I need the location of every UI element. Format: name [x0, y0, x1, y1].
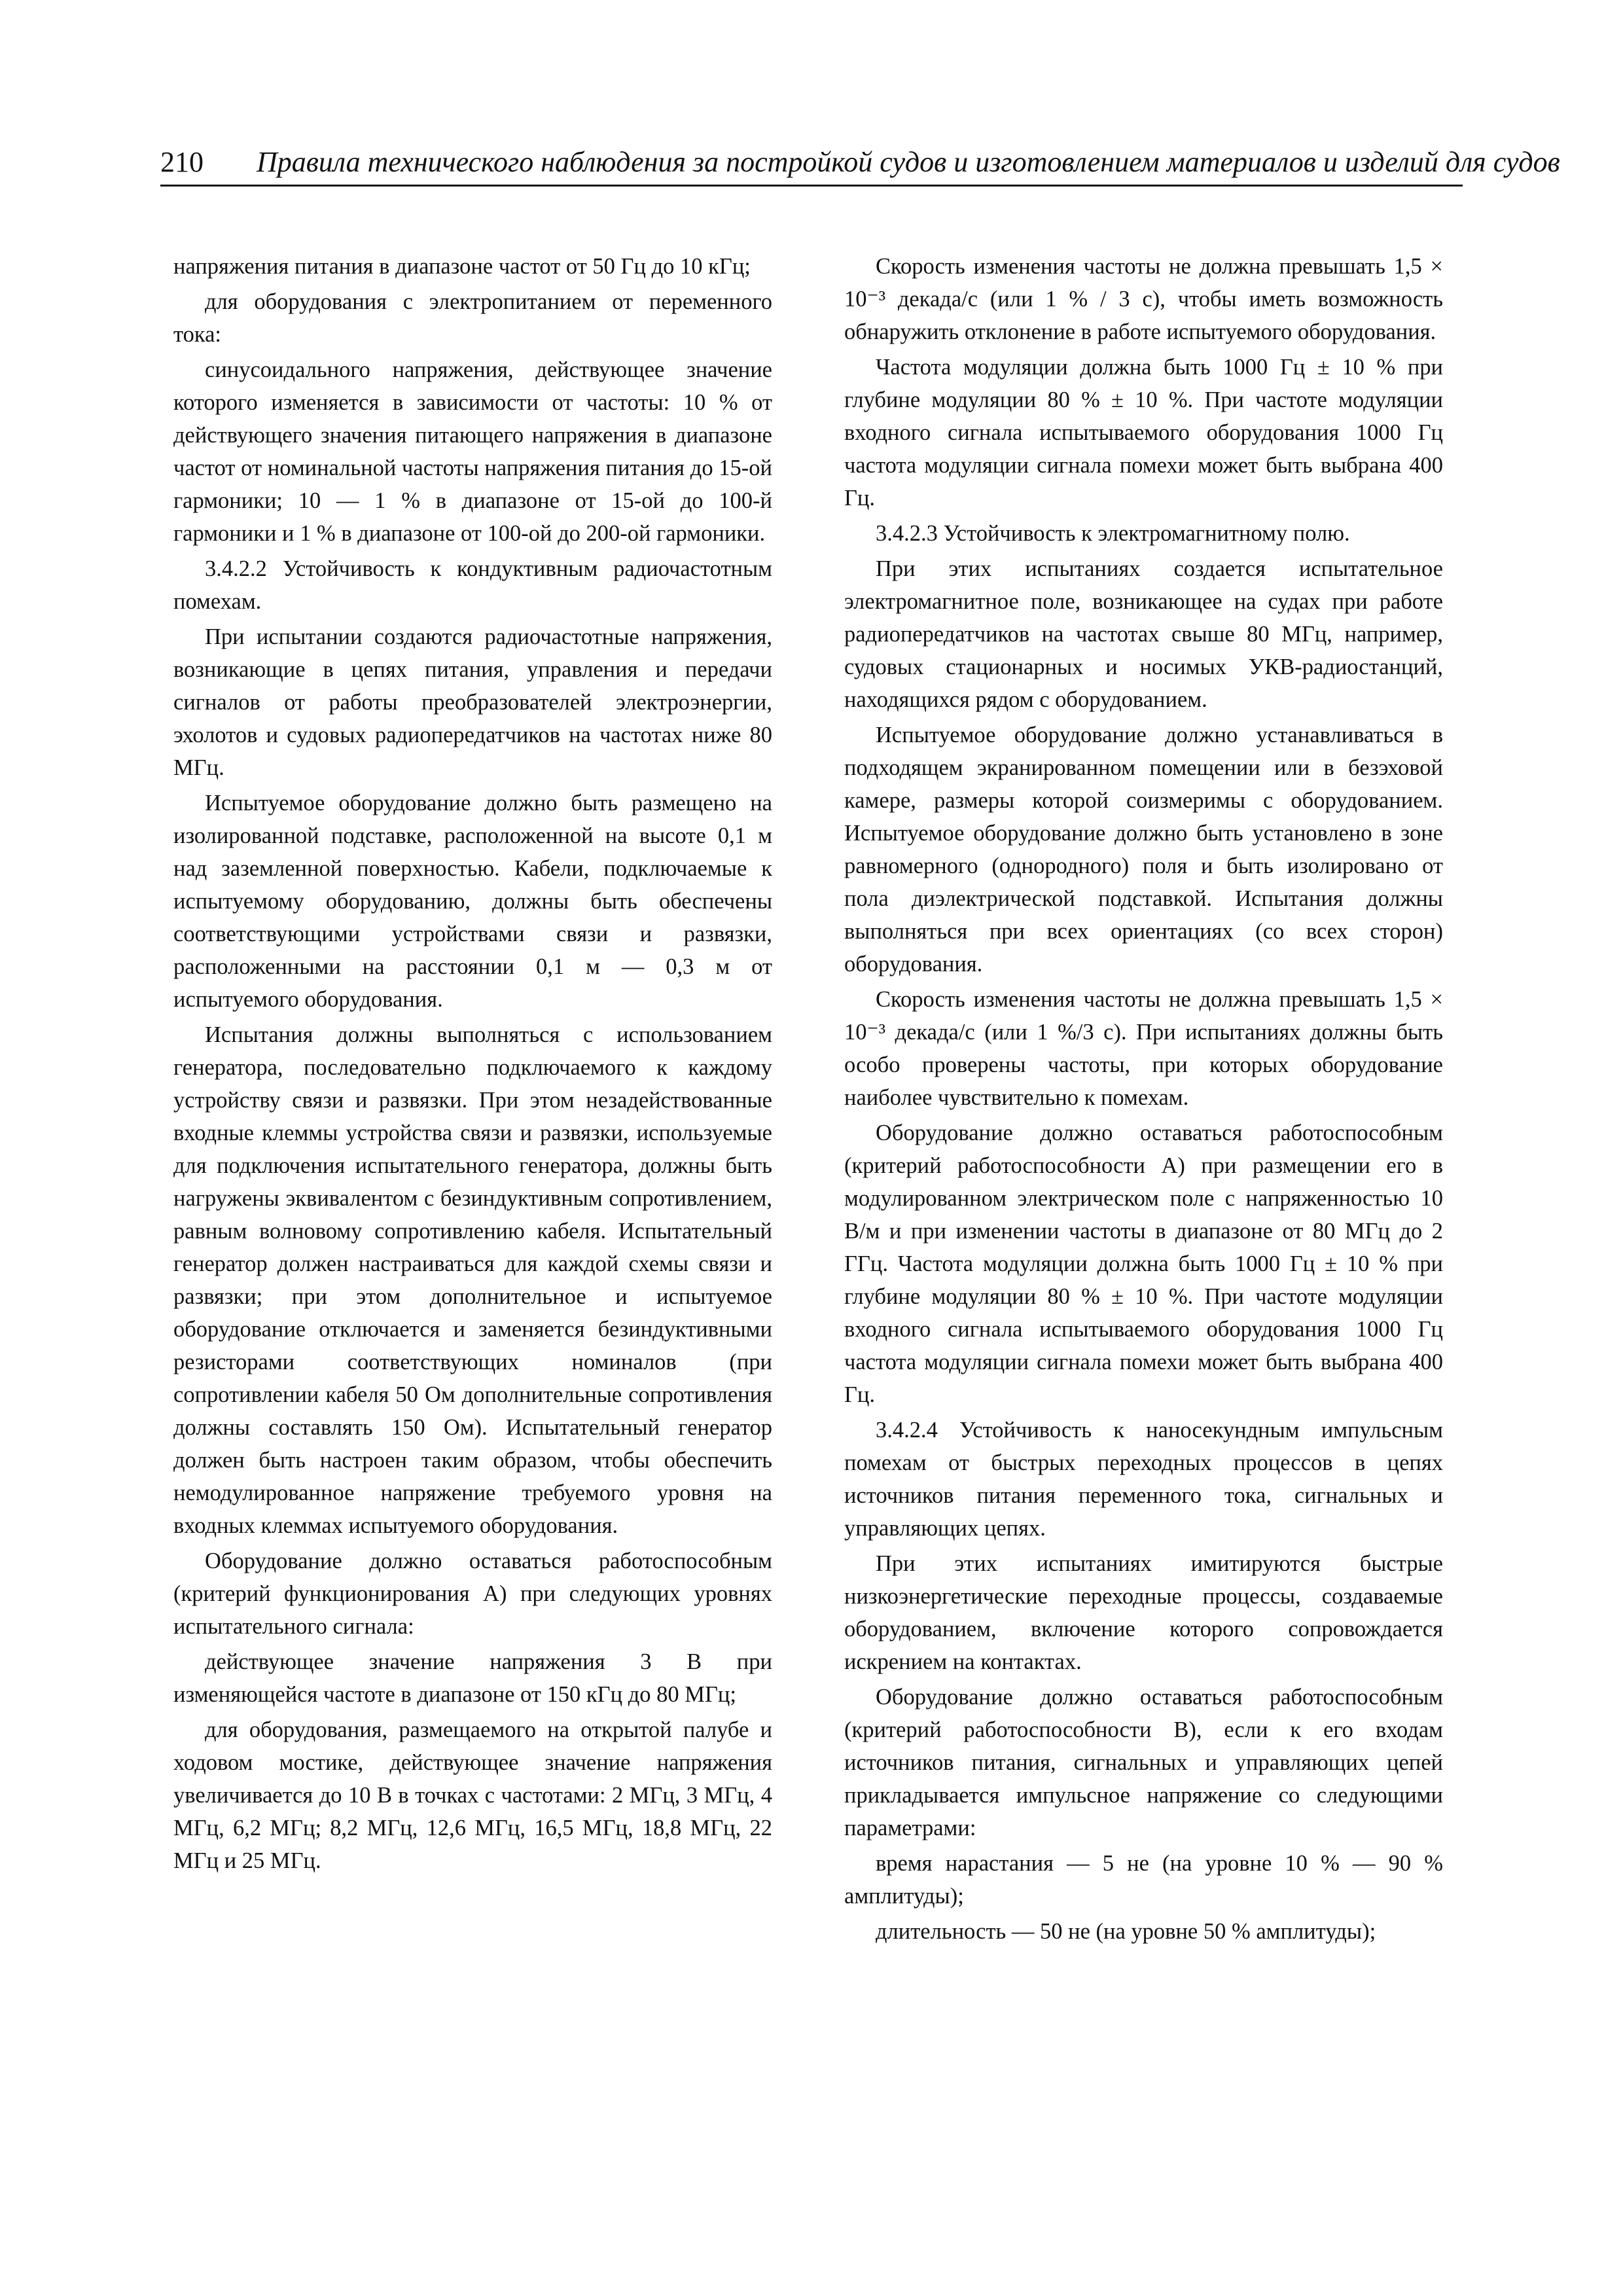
paragraph: для оборудования с электропитанием от переменного тока:	[173, 289, 772, 347]
paragraph: длительность — 50 не (на уровне 50 % амплитуды);	[876, 1919, 1376, 1944]
paragraph: Испытания должны выполняться с использованием генератора, последовательно подключаемого к каждому устройству связи и развязки. При этом незадействованные входные клеммы устройства связи и развязки, используемые для подключения испытательного генератора, должны быть нагружены эквивалентом с безиндуктивным сопротивлением, равным волновому сопротивлению кабеля. Испытательный генератор должен настраиваться для каждой схемы связи и развязки; при этом дополнительное и испытуемое оборудование отключается и заменяется безиндуктивными резисторами соответствующих номиналов (при сопротивлении кабеля 50 Ом дополнительные сопротивления должны составлять 150 Ом). Испытательный генератор должен быть настроен таким образом, чтобы обеспечить немодулированное напряжение требуемого уровня на входных клеммах испытуемого оборудования.	[173, 1022, 772, 1538]
paragraph: Скорость изменения частоты не должна превышать 1,5 × 10⁻³ декада/с (или 1 %/3 с). При испытаниях должны быть особо проверены частоты, при которых оборудование наиболее чувствительно к помехам.	[844, 987, 1443, 1110]
paragraph: синусоидального напряжения, действующее значение которого изменяется в зависимости от частоты: 10 % от действующего значения питающего напряжения в диапазоне частот от номинальной частоты напряжения питания до 15-ой гармоники; 10 — 1 % в диапазоне от 15-ой до 100-й гармоники и 1 % в диапазоне от 100-ой до 200-ой гармоники.	[173, 357, 772, 546]
paragraph: Скорость изменения частоты не должна превышать 1,5 × 10⁻³ декада/с (или 1 % / 3 с), чтобы иметь возможность обнаружить отклонение в работе испытуемого оборудования.	[844, 254, 1443, 344]
running-title: Правила технического наблюдения за постройкой судов и изготовлением материалов и изделий для судов	[257, 146, 1560, 178]
paragraph: 3.4.2.4 Устойчивость к наносекундным импульсным помехам от быстрых переходных процессов в цепях источников питания переменного тока, сигнальных и управляющих цепях.	[844, 1418, 1443, 1541]
paragraph: Частота модуляции должна быть 1000 Гц ± 10 % при глубине модуляции 80 % ± 10 %. При частоте модуляции входного сигнала испытываемого оборудования 1000 Гц частота модуляции сигнала помехи может быть выбрана 400 Гц.	[844, 355, 1443, 511]
header-rule	[160, 185, 1463, 187]
page-header	[160, 144, 1560, 181]
paragraph: При этих испытаниях имитируются быстрые низкоэнергетические переходные процессы, создаваемые оборудованием, включение которого сопровождается искрением на контактах.	[844, 1551, 1443, 1674]
paragraph: Оборудование должно оставаться работоспособным (критерий функционирования А) при следующих уровнях испытательного сигнала:	[173, 1549, 772, 1639]
paragraph: Испытуемое оборудование должно устанавливаться в подходящем экранированном помещении или в безэховой камере, размеры которой соизмеримы с оборудованием. Испытуемое оборудование должно быть установлено в зоне равномерного (однородного) поля и быть изолировано от пола диэлектрической подставкой. Испытания должны выполняться при всех ориентациях (со всех сторон) оборудования.	[844, 723, 1443, 977]
paragraph: 3.4.2.3 Устойчивость к электромагнитному полю.	[876, 521, 1350, 546]
left-column	[173, 250, 772, 1877]
paragraph: напряжения питания в диапазоне частот от 50 Гц до 10 кГц;	[173, 254, 751, 279]
paragraph: для оборудования, размещаемого на открытой палубе и ходовом мостике, действующее значение напряжения увеличивается до 10 В в точках с частотами: 2 МГц, 3 МГц, 4 МГц, 6,2 МГц; 8,2 МГц, 12,6 МГц, 16,5 МГц, 18,8 МГц, 22 МГц и 25 МГц.	[173, 1717, 772, 1873]
paragraph: Оборудование должно оставаться работоспособным (критерий работоспособности В), если к его входам источников питания, сигнальных и управляющих цепей прикладывается импульсное напряжение со следующими параметрами:	[844, 1685, 1443, 1840]
paragraph: Оборудование должно оставаться работоспособным (критерий работоспособности А) при размещении его в модулированном электрическом поле с напряженностью 10 В/м и при изменении частоты в диапазоне от 80 МГц до 2 ГГц. Частота модуляции должна быть 1000 Гц ± 10 % при глубине модуляции 80 % ± 10 %. При частоте модуляции входного сигнала испытываемого оборудования 1000 Гц частота модуляции сигнала помехи может быть выбрана 400 Гц.	[844, 1121, 1443, 1407]
paragraph: При этих испытаниях создается испытательное электромагнитное поле, возникающее на судах при работе радиопередатчиков на частотах свыше 80 МГц, например, судовых стационарных и носимых УКВ-радиостанций, находящихся рядом с оборудованием.	[844, 556, 1443, 712]
paragraph: время нарастания — 5 не (на уровне 10 % — 90 % амплитуды);	[844, 1851, 1443, 1909]
paragraph: При испытании создаются радиочастотные напряжения, возникающие в цепях питания, управления и передачи сигналов от работы преобразователей электроэнергии, эхолотов и судовых радиопередатчиков на частотах ниже 80 МГц.	[173, 624, 772, 780]
paragraph: Испытуемое оборудование должно быть размещено на изолированной подставке, расположенной на высоте 0,1 м над заземленной поверхностью. Кабели, подключаемые к испытуемому оборудованию, должны быть обеспечены соответствующими устройствами связи и развязки, расположенными на расстоянии 0,1 м — 0,3 м от испытуемого оборудования.	[173, 791, 772, 1012]
paragraph: 3.4.2.2 Устойчивость к кондуктивным радиочастотным помехам.	[173, 556, 772, 614]
page-number: 210	[160, 146, 204, 178]
paragraph: действующее значение напряжения 3 В при изменяющейся частоте в диапазоне от 150 кГц до 80 МГц;	[173, 1649, 772, 1707]
right-column	[844, 250, 1443, 1948]
